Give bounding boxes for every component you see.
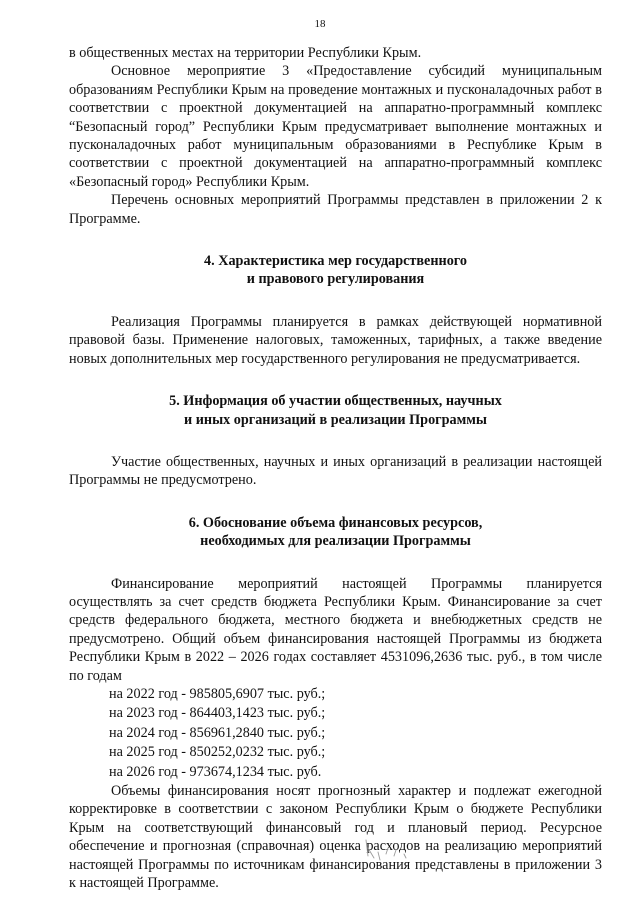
paragraph-main-event-3: Основное мероприятие 3 «Предоставление субсидий муниципальным образованиям Республики Крым на проведение монтажных и пусконаладочных работ в соответствии с проектной документацией на аппаратно-программный комплекс “Безопасный город” Республики Крым предусматривает выполнение монтажных и пусконаладочных работ муниципальным образованиями в Республике Крым в соответствии с проектной документацией на аппаратно-программный комплекс «Безопасный город» Республики Крым. bbox=[69, 63, 602, 190]
section-4-text: Реализация Программы планируется в рамках действующей нормативной правовой базы. Применение налоговых, таможенных, тарифных, а также введение новых дополнительных мер государственного регулирования не предусматривается. bbox=[69, 313, 602, 367]
section-5-heading-line-1: 5. Информация об участии общественных, научных bbox=[169, 393, 502, 410]
funding-year-item: на 2026 год - 973674,1234 тыс. руб. bbox=[109, 763, 322, 780]
section-4-heading-line-2: и правового регулирования bbox=[246, 271, 425, 288]
paragraph-continuation: в общественных местах на территории Республики Крым. bbox=[69, 45, 422, 61]
section-6 bbox=[69, 514, 602, 893]
section-6-heading-line-1: 6. Обоснование объема финансовых ресурсов, bbox=[188, 514, 483, 531]
funding-year-item: на 2024 год - 856961,2840 тыс. руб.; bbox=[109, 724, 326, 741]
section-4-heading-line-1: 4. Характеристика мер государственного bbox=[204, 253, 467, 270]
page-content bbox=[69, 44, 602, 892]
funding-year-item: на 2025 год - 850252,0232 тыс. руб.; bbox=[109, 744, 326, 761]
section-4 bbox=[69, 252, 602, 368]
paragraph-events-list: Перечень основных мероприятий Программы представлен в приложении 2 к Программе. bbox=[69, 192, 602, 227]
section-6-text-1: Финансирование мероприятий настоящей Программы планируется осуществлять за счет средств бюджета Республики Крым. Финансирование за счет средств федерального бюджета, местного бюджета и внебюджетных средств не предусмотрено. Общий объем финансирования настоящей Программы из бюджета Республики Крым в 2022 – 2026 годах составляет 4531096,2636 тыс. руб., в том числе по годам bbox=[69, 575, 602, 684]
section-6-heading-line-2: необходимых для реализации Программы bbox=[200, 533, 471, 550]
page-number: 18 bbox=[314, 18, 326, 30]
section-6-text-2: Объемы финансирования носят прогнозный характер и подлежат ежегодной корректировке в соответствии с законом Республики Крым о бюджете Республики Крым на соответствующий финансовый год и плановый период. Ресурсное обеспечение и прогнозная (справочная) оценка расходов на реализацию мероприятий настоящей Программы по источникам финансирования представлены в приложении 3 к настоящей Программе. bbox=[69, 783, 602, 892]
pen-mark-scribble bbox=[362, 836, 418, 864]
section-5-heading-line-2: и иных организаций в реализации Программы bbox=[184, 411, 487, 428]
funding-by-year-list bbox=[69, 685, 602, 782]
section-5 bbox=[69, 392, 602, 490]
funding-year-item: на 2023 год - 864403,1423 тыс. руб.; bbox=[109, 705, 326, 722]
funding-year-item: на 2022 год - 985805,6907 тыс. руб.; bbox=[109, 685, 326, 702]
section-5-text: Участие общественных, научных и иных организаций в реализации настоящей Программы не предусмотрено. bbox=[69, 453, 602, 489]
